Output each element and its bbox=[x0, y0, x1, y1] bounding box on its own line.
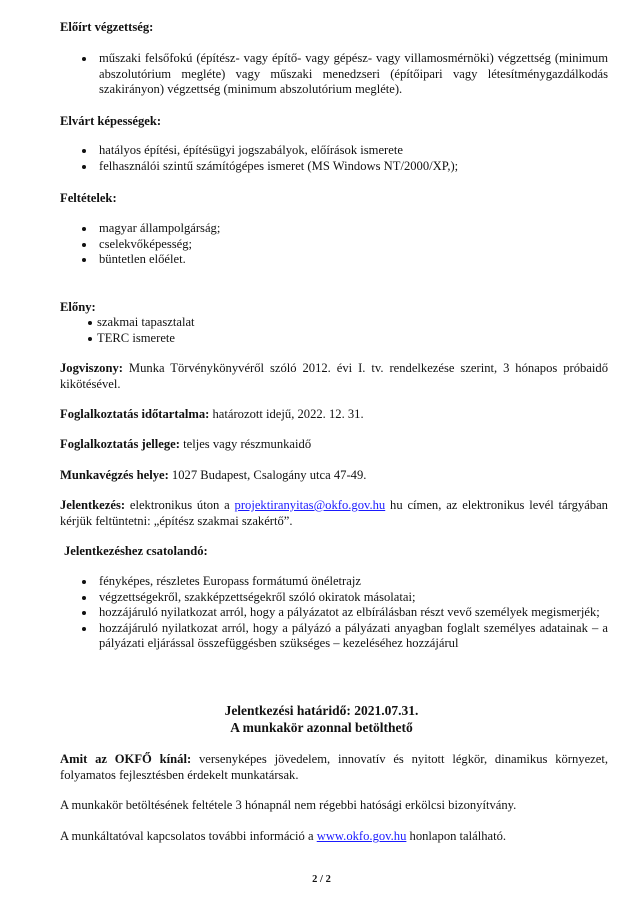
deadline-title: Jelentkezési határidő: 2021.07.31. bbox=[224, 703, 419, 718]
duration-text: határozott idejű, 2022. 12. 31. bbox=[209, 407, 364, 421]
skills-list bbox=[60, 143, 608, 174]
list-item: büntetlen előélet. bbox=[60, 252, 608, 268]
location-text: 1027 Budapest, Csalogány utca 47-49. bbox=[168, 468, 367, 482]
advantage-section bbox=[60, 315, 608, 346]
education-list bbox=[60, 51, 608, 98]
list-item: szakmai tapasztalat bbox=[60, 315, 608, 331]
condition-note: A munkakör betöltésének feltétele 3 hónapnál nem régebbi hatósági erkölcsi bizonyítvány. bbox=[60, 798, 517, 812]
list-item: felhasználói szintű számítógépes ismeret (MS Windows NT/2000/XP,); bbox=[60, 159, 608, 175]
type-text: teljes vagy részmunkaidő bbox=[179, 437, 312, 451]
website-link[interactable]: www.okfo.gov.hu bbox=[316, 829, 407, 843]
list-item: TERC ismerete bbox=[60, 331, 608, 347]
attachments-heading: Jelentkezéshez csatolandó: bbox=[64, 544, 208, 558]
type-paragraph bbox=[60, 437, 608, 453]
apply-text-before: elektronikus úton a bbox=[125, 498, 235, 512]
offer-label: Amit az OKFŐ kínál: bbox=[60, 752, 192, 766]
employment-paragraph bbox=[60, 361, 608, 392]
page-number: 2 / 2 bbox=[312, 874, 331, 885]
offer-text: versenyképes jövedelem, innovatív és nyitott légkör, dinamikus környezet, folyamatos fejlesztésben érdekelt munkatársak. bbox=[60, 752, 608, 782]
advantage-heading: Előny: bbox=[60, 300, 96, 314]
conditions-section bbox=[60, 221, 608, 268]
attachments-list bbox=[60, 574, 608, 652]
info-text-before: A munkáltatóval kapcsolatos további információ a bbox=[60, 829, 317, 843]
employment-label: Jogviszony: bbox=[60, 361, 123, 375]
list-item: magyar állampolgárság; bbox=[60, 221, 608, 237]
apply-label: Jelentkezés: bbox=[60, 498, 126, 512]
offer-paragraph bbox=[60, 752, 608, 783]
location-paragraph bbox=[60, 468, 608, 484]
email-link[interactable]: projektiranyitas@okfo.gov.hu bbox=[234, 498, 386, 512]
education-section bbox=[60, 51, 608, 98]
apply-text-after: hu címen, az elektronikus levél tárgyában kérjük feltüntetni: „építész szakmai szakértő”. bbox=[60, 498, 608, 528]
deadline-subtitle: A munkakör azonnal betölthető bbox=[230, 720, 413, 735]
advantage-list bbox=[60, 315, 608, 346]
duration-label: Foglalkoztatás időtartalma: bbox=[60, 407, 210, 421]
list-item: műszaki felsőfokú (építész- vagy építő- vagy gépész- vagy villamosmérnöki) végzettség (minimum abszolutórium megléte) vagy műszaki menedzseri (építőipari vagy létesítménygazdálkodás szakirányon) végzettség (minimum abszolutórium megléte). bbox=[60, 51, 608, 98]
list-item: hozzájáruló nyilatkozat arról, hogy a pályázó a pályázati anyagban foglalt személyes adatainak – a pályázati eljárással összefüggésben szükséges – kezeléséhez hozzájárul bbox=[60, 621, 608, 652]
list-item: hatályos építési, építésügyi jogszabályok, előírások ismerete bbox=[60, 143, 608, 159]
education-heading: Előírt végzettség: bbox=[60, 20, 154, 34]
list-item: fényképes, részletes Europass formátumú önéletrajz bbox=[60, 574, 608, 590]
apply-paragraph bbox=[60, 498, 608, 529]
conditions-heading: Feltételek: bbox=[60, 191, 117, 205]
location-label: Munkavégzés helye: bbox=[60, 468, 169, 482]
type-label: Foglalkoztatás jellege: bbox=[60, 437, 180, 451]
duration-paragraph bbox=[60, 407, 608, 423]
skills-section bbox=[60, 143, 608, 174]
list-item: cselekvőképesség; bbox=[60, 237, 608, 253]
list-item: hozzájáruló nyilatkozat arról, hogy a pályázatot az elbírálásban részt vevő személyek megismerjék; bbox=[60, 605, 608, 621]
conditions-list bbox=[60, 221, 608, 268]
info-text-after: honlapon található. bbox=[406, 829, 507, 843]
info-paragraph bbox=[60, 829, 608, 845]
attachments-section bbox=[60, 574, 608, 652]
employment-text: Munka Törvénykönyvéről szóló 2012. évi I. tv. rendelkezése szerint, 3 hónapos próbaidő kikötésével. bbox=[60, 361, 608, 391]
list-item: végzettségekről, szakképzettségekről szóló okiratok másolatai; bbox=[60, 590, 608, 606]
skills-heading: Elvárt képességek: bbox=[60, 114, 162, 128]
